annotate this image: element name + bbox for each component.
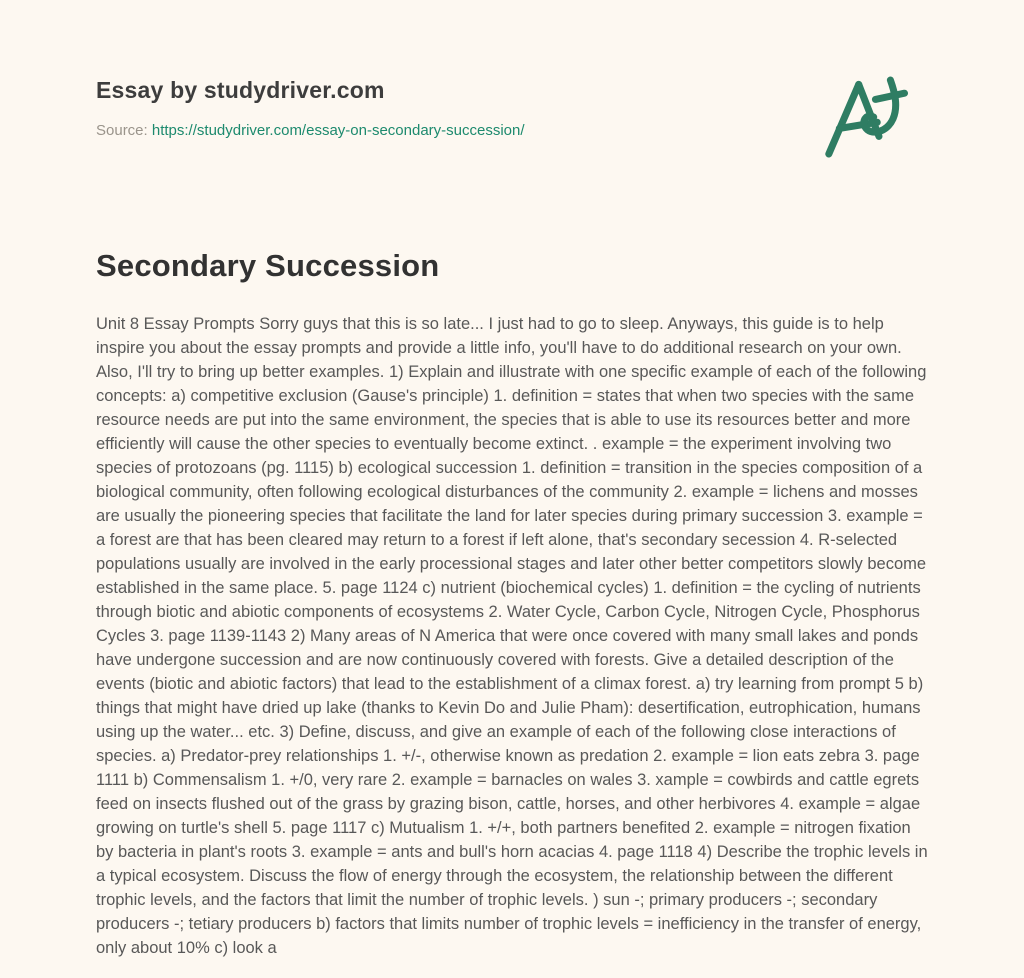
page-header-title: Essay by studydriver.com xyxy=(96,77,385,103)
essay-title: Secondary Succession xyxy=(96,248,440,283)
studydriver-a-plus-logo-icon xyxy=(820,70,908,164)
essay-body-text: Unit 8 Essay Prompts Sorry guys that this is so late... I just had to go to sleep. Anyways, this guide is to help inspire you about the essay prompts and provide a little info, you'll have to do additional research on your own. Also, I'll try to bring up better examples. 1) Explain and illustrate with one specific example of each of the following concepts: a) competitive exclusion (Gause's principle) 1. definition = states that when two species with the same resource needs are put into the same environment, the species that is able to use its resources better and more efficiently will cause the other species to eventually become extinct. . example = the experiment involving two species of protozoans (pg. 1115) b) ecological succession 1. definition = transition in the species composition of a biological community, often following ecological disturbances of the community 2. example = lichens and mosses are usually the pioneering species that facilitate the land for later species during primary succession 3. example = a forest are that has been cleared may return to a forest if left alone, that's secondary secession 4. R-selected populations usually are involved in the early processional stages and later other better competitors slowly become established in the same place. 5. page 1124 c) nutrient (biochemical cycles) 1. definition = the cycling of nutrients through biotic and abiotic components of ecosystems 2. Water Cycle, Carbon Cycle, Nitrogen Cycle, Phosphorus Cycles 3. page 1139-1143 2) Many areas of N America that were once covered with many small lakes and ponds have undergone succession and are now continuously covered with forests. Give a detailed description of the events (biotic and abiotic factors) that lead to the establishment of a climax forest. a) try learning from prompt 5 b) things that might have dried up lake (thanks to Kevin Do and Julie Pham): desertification, eutrophication, humans using up the water... etc. 3) Define, discuss, and give an example of each of the following close interactions of species. a) Predator-prey relationships 1. +/-, otherwise known as predation 2. example = lion eats zebra 3. page 1111 b) Commensalism 1. +/0, very rare 2. example = barnacles on wales 3. xample = cowbirds and cattle egrets feed on insects flushed out of the grass by grazing bison, cattle, horses, and other herbivores 4. example = algae growing on turtle's shell 5. page 1117 c) Mutualism 1. +/+, both partners benefited 2. example = nitrogen fixation by bacteria in plant's roots 3. example = ants and bull's horn acacias 4. page 1118 4) Describe the trophic levels in a typical ecosystem. Discuss the flow of energy through the ecosystem, the relationship between the different trophic levels, and the factors that limit the number of trophic levels. ) sun -; primary producers -; secondary producers -; tetiary producers b) factors that limits number of trophic levels = inefficiency in the transfer of energy, only about 10% c) look a xyxy=(96,315,928,957)
source-label: Source: xyxy=(96,122,148,139)
source-row xyxy=(96,122,928,140)
source-link[interactable]: https://studydriver.com/essay-on-secondary-succession/ xyxy=(151,122,525,139)
